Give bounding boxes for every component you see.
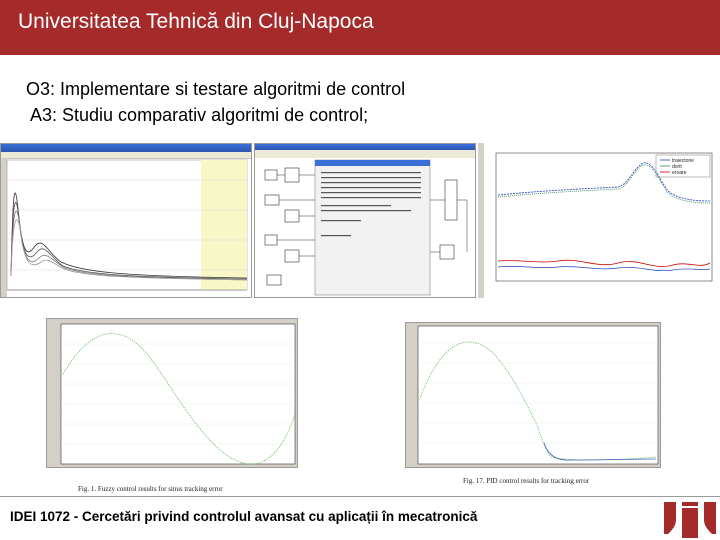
footer-divider	[0, 496, 720, 497]
simulation-window-screenshot	[0, 143, 252, 298]
window-titlebar	[1, 144, 251, 152]
legend-entry-1: traiectorie	[672, 158, 694, 164]
fuzzy-sine-chart	[46, 318, 298, 468]
trajectory-chart-screenshot	[478, 143, 718, 298]
university-title: Universitatea Tehnică din Cluj-Napoca	[18, 10, 374, 33]
simulink-model-screenshot	[254, 143, 476, 298]
activity-a3: A3: Studiu comparativ algoritmi de control;	[30, 105, 369, 125]
pid-sine-plot	[406, 323, 661, 468]
legend-entry-2: dorit	[672, 164, 682, 170]
trajectory-plot	[478, 143, 718, 298]
legend-entry-3: eroare	[672, 170, 687, 176]
header-bar	[0, 0, 720, 55]
pid-sine-chart	[405, 322, 661, 468]
fig1-caption: Fig. 1. Fuzzy control results for sinus tracking error	[78, 485, 223, 493]
fig17-caption: Fig. 17. PID control results for tracking error	[463, 477, 590, 485]
utcn-logo-icon	[660, 500, 720, 540]
decay-response-plot	[1, 158, 252, 298]
project-footer: IDEI 1072 - Cercetări privind controlul avansat cu aplicații în mecatronică	[10, 509, 478, 524]
block-diagram	[255, 150, 476, 298]
fuzzy-sine-plot	[47, 319, 298, 468]
objective-o3: O3: Implementare si testare algoritmi de control	[26, 79, 406, 99]
